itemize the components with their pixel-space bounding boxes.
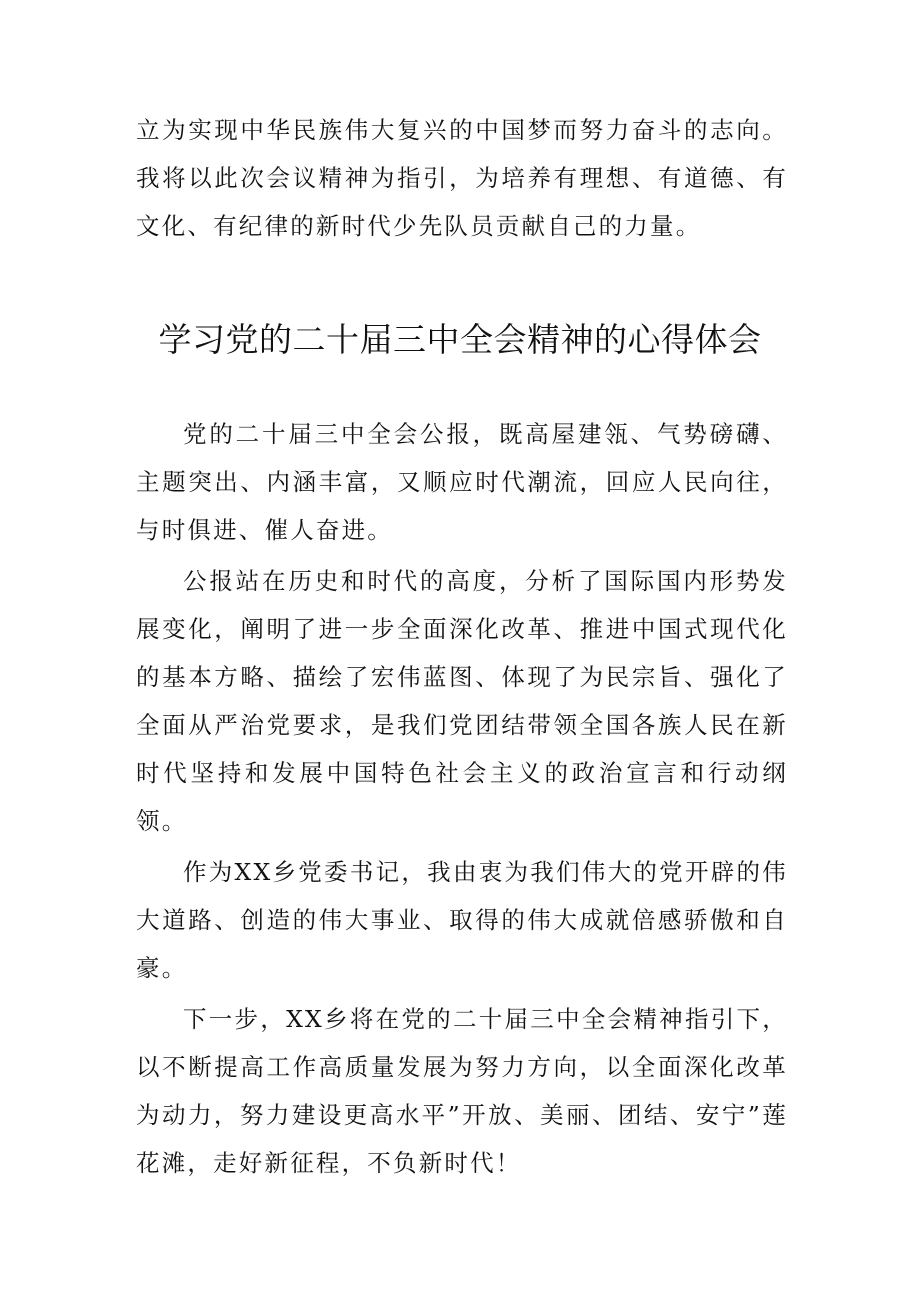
continuation-paragraph: 立为实现中华民族伟大复兴的中国梦而努力奋斗的志向。我将以此次会议精神为指引，为培养有理想、有道德、有文化、有纪律的新时代少先队员贡献自己的力量。 — [136, 116, 788, 240]
body-paragraph-1: 党的二十届三中全会公报，既高屋建瓴、气势磅礴、主题突出、内涵丰富，又顺应时代潮流，回应人民向往，与时俱进、催人奋进。 — [136, 420, 788, 544]
document-title: 学习党的二十届三中全会精神的心得体会 — [158, 320, 762, 359]
document-body — [136, 410, 788, 1190]
continuation-paragraph-block — [136, 106, 788, 250]
body-paragraph-4: 下一步，XX乡将在党的二十届三中全会精神指引下，以不断提高工作高质量发展为努力方向，以全面深化改革为动力，努力建设更高水平”开放、美丽、团结、安宁”莲花滩，走好新征程，不负新时代！ — [136, 1005, 788, 1177]
body-paragraph-2: 公报站在历史和时代的高度，分析了国际国内形势发展变化，阐明了进一步全面深化改革、推进中国式现代化的基本方略、描绘了宏伟蓝图、体现了为民宗旨、强化了全面从严治党要求，是我们党团结带领全国各族人民在新时代坚持和发展中国特色社会主义的政治宣言和行动纲领。 — [136, 567, 788, 835]
body-paragraph-3: 作为XX乡党委书记，我由衷为我们伟大的党开辟的伟大道路、创造的伟大事业、取得的伟大成就倍感骄傲和自豪。 — [136, 858, 788, 982]
